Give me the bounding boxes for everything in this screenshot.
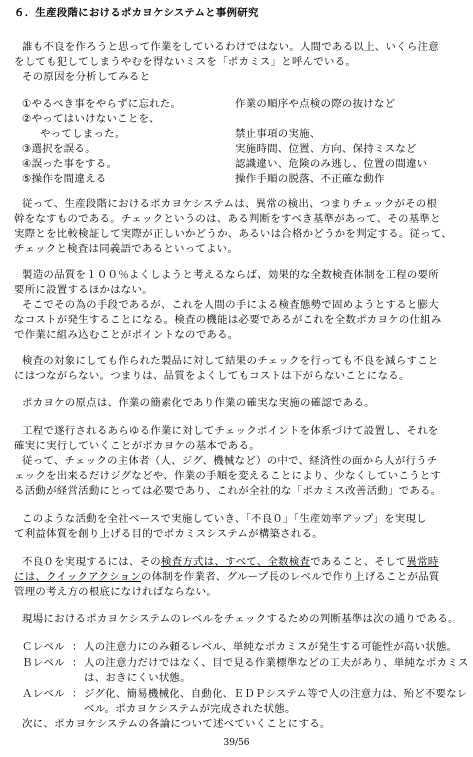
cause-detail-5: 操作手順の脱落、不正確な動作 bbox=[235, 173, 385, 185]
para2-line-1: 製造の品質を１００％よくしようと考えるならば、効果的な全数検査体制を工程の要所 bbox=[22, 269, 439, 281]
page-number: 39/56 bbox=[223, 738, 250, 748]
intro-line-1: 誰も不良を作ろうと思って作業をしているわけではない。人間である以上、いくら注意 bbox=[22, 41, 439, 53]
para3-line-1: 検査の対象にしても作られた製品に対して結果のチェックを行っても不良を減らすこと bbox=[22, 355, 439, 367]
para1-line-1: 従って、生産段階におけるポカヨケシステムは、異常の検出、つまりチェックがその根 bbox=[22, 198, 438, 210]
para1-line-2: 幹をなすものである。チェックというのは、ある判断をすべき基準があって、その基準と bbox=[14, 213, 441, 225]
section-heading: ６．生産段階におけるポカヨケシステムと事例研究 bbox=[14, 7, 259, 19]
para1-line-3: 実際とを比較検証して実際が正しいかどうか、あるいは合格かどうかを判定する。従って、 bbox=[14, 228, 453, 240]
para5-line-1: 工程で遂行されるあらゆる作業に対してチェックポイントを体系づけて設置し、それを bbox=[22, 425, 439, 437]
level-c-text: 人の注意力にのみ頼るレベル、単純なポカミスが発生する可能性が高い状態。 bbox=[84, 641, 458, 653]
para5-line-3: 従って、チェックの主体者（人、ジグ、機械など）の中で、経済性の面から人が行うチ bbox=[22, 455, 438, 467]
intro-line-3: その原因を分析してみると bbox=[22, 71, 151, 83]
para3-line-2: にはつながらない。つまりは、品質をよくしてもコストは下がらないことになる。 bbox=[14, 370, 410, 382]
level-a-text-2: ベル。ポカヨケシステムが完成された状態。 bbox=[84, 703, 296, 715]
para5-line-5: る活動が経営活動にとっては必要であり、これが全社的な「ポカミス改善活動」である。 bbox=[14, 485, 442, 497]
para2-line-5: で作業に組み込むことがポイントなのである。 bbox=[14, 329, 239, 341]
level-a-separator: ： bbox=[72, 688, 83, 700]
level-b-separator: ： bbox=[72, 657, 83, 669]
level-c-separator: ： bbox=[72, 641, 83, 653]
cause-detail-4: 認識違い、危険のみ逃し、位置の間違い bbox=[235, 158, 428, 170]
cause-item-2: ②やってはいけないことを、 bbox=[22, 113, 160, 125]
para7-underline-inspection: 検査方式は、すべて、全数検査 bbox=[160, 556, 311, 568]
para5-line-2: 確実に実行していくことがポカヨケの基本である。 bbox=[14, 440, 260, 452]
para7-underline-quick-action: には、クイックアクション bbox=[14, 571, 142, 583]
para7-text-c: の体制を作業者、グループ長のレベルで作り上げることが品質 bbox=[141, 571, 440, 583]
para7-text-b: であること、そして bbox=[310, 556, 407, 568]
para1-line-4: チェックと検査は同義語であるといってよい。 bbox=[14, 243, 239, 255]
level-a-label: Ａレベル bbox=[22, 688, 65, 700]
para5-line-4: ェックを出来るだけジグなどや、作業の手順を変えることにより、少なくしていこうとす bbox=[14, 470, 442, 482]
level-b-label: Ｂレベル bbox=[22, 657, 65, 669]
para7-text-a: 不良０を実現するには、その bbox=[22, 556, 161, 568]
para7-underline-abnormal: 異常時 bbox=[406, 556, 439, 568]
cause-item-2-continued: やってしまった。 bbox=[40, 128, 126, 140]
para7-line-1 bbox=[22, 555, 439, 570]
cause-item-3: ③選択を誤る。 bbox=[22, 143, 96, 155]
para6-line-1: このような活動を全社ベースで実施していき、「不良０」「生産効率アップ」を実現し bbox=[22, 513, 427, 525]
para7-line-3: 管理の考え方の根底になければならない。 bbox=[14, 586, 218, 598]
cause-item-4: ④誤った事をする。 bbox=[22, 158, 118, 170]
para2-line-2: 要所に設置するほかはない。 bbox=[14, 284, 153, 296]
para4-line-1: ポカヨケの原点は、作業の簡素化であり作業の確実な実施の確認である。 bbox=[22, 397, 375, 409]
level-b-text-1: 人の注意力だけではなく、目で見る作業標準などの工夫があり、単純なポカミス bbox=[84, 657, 469, 669]
cause-detail-1: 作業の順序や点検の際の抜けなど bbox=[235, 98, 396, 110]
para8-line-1: 現場におけるポカヨケシステムのレベルをチェックするための判断基準は次の通りである。 bbox=[22, 613, 459, 625]
para6-line-2: て利益体質を創り上げる目的でポカミスシステムが構築される。 bbox=[14, 528, 323, 540]
para2-line-3: そこでその為の手段であるが、これを人間の手による検査態勢で固めようとすると膨大 bbox=[22, 299, 439, 311]
intro-line-2: をしても犯してしまうやむを得ないミスを「ポカミス」と呼んでいる。 bbox=[14, 56, 357, 68]
level-c-label: Ｃレベル bbox=[22, 641, 65, 653]
cause-item-1: ①やるべき事をやらずに忘れた。 bbox=[22, 98, 182, 110]
para7-line-2 bbox=[14, 570, 440, 585]
para2-line-4: なコストが発生することになる。検査の機能は必要であるがこれを全数ポカヨケの仕組み bbox=[14, 314, 442, 326]
cause-detail-2: 禁止事項の実施、 bbox=[235, 128, 321, 140]
level-b-text-2: は、おきにくい状態。 bbox=[84, 672, 191, 684]
closing-line: 次に、ポカヨケシステムの各論について述べていくことにする。 bbox=[22, 718, 331, 730]
cause-item-5: ⑤操作を間違える bbox=[22, 173, 107, 185]
cause-detail-3: 実施時間、位置、方向、保持ミスなど bbox=[235, 143, 417, 155]
level-a-text-1: ジグ化、簡易機械化、自動化、ＥＤＰシステム等で人の注意力は、殆ど不要なレ bbox=[84, 688, 468, 700]
